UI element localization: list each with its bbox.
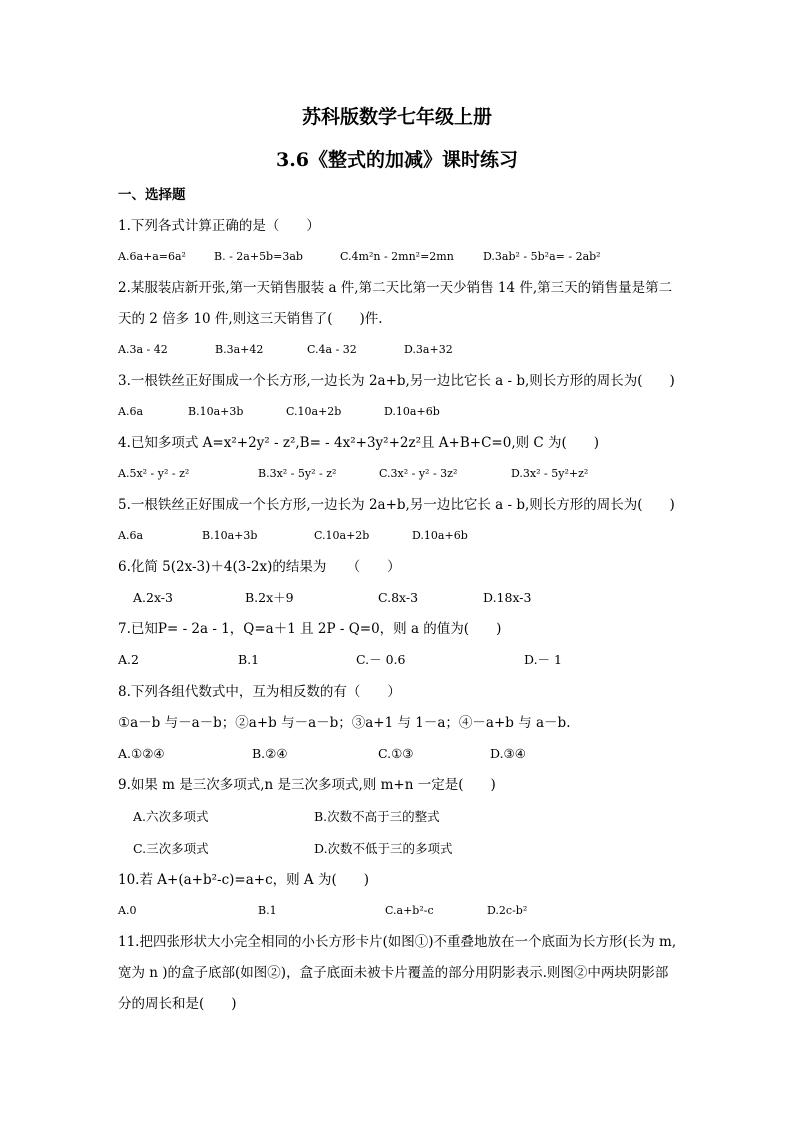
question-4-option-c: C.3x² - y² - 3z²	[379, 467, 458, 480]
question-2-option-a: A.3a - 42	[118, 343, 168, 356]
question-6-option-a: A.2x-3	[133, 590, 173, 605]
question-7-option-d: D.－ 1	[524, 652, 562, 667]
question-6-option-b: B.2x＋9	[245, 590, 294, 605]
question-2-option-c: C.4a - 32	[307, 343, 357, 356]
question-5-option-b: B.10a+3b	[202, 529, 258, 542]
question-10-option-c: C.a+b²-c	[385, 904, 434, 917]
question-2-option-b: B.3a+42	[215, 343, 264, 356]
question-6-option-d: D.18x-3	[483, 590, 532, 605]
question-6-option-c: C.8x-3	[378, 590, 419, 605]
question-7-option-a: A.2	[118, 652, 139, 667]
question-8-stem: 8.下列各组代数式中，互为相反数的有（ ）	[118, 684, 401, 700]
question-8-option-c: C.①③	[378, 746, 414, 761]
question-1-option-b: B. - 2a+5b=3ab	[214, 250, 303, 263]
question-9-options-row2	[133, 840, 733, 858]
question-1-option-c: C.4m²n - 2mn²=2mn	[340, 250, 454, 263]
question-6-options	[133, 589, 733, 607]
question-3-options	[118, 403, 718, 421]
section-heading: 一、选择题	[118, 187, 186, 203]
question-10-option-a: A.0	[118, 904, 137, 917]
question-8-stem-cont: ①a－b 与－a－b；②a+b 与－a－b；③a+1 与 1－a；④－a+b 与 a－b.	[118, 715, 571, 731]
question-5-option-a: A.6a	[118, 529, 143, 542]
question-9-option-c: C.三次多项式	[133, 841, 209, 856]
question-7-option-b: B.1	[238, 652, 260, 667]
document-subtitle: 3.6《整式的加减》课时练习	[275, 149, 519, 171]
question-5-option-c: C.10a+2b	[314, 529, 370, 542]
question-9-options-row1	[133, 808, 733, 826]
question-11-stem-cont2: 分的周长和是( )	[118, 996, 237, 1012]
question-1-option-a: A.6a+a=6a²	[118, 250, 186, 263]
question-11-stem-cont: 宽为 n )的盒子底部(如图②)，盒子底面未被卡片覆盖的部分用阴影表示.则图②中两块阴影部	[118, 965, 669, 981]
question-7-option-c: C.－ 0.6	[356, 652, 406, 667]
question-1-option-d: D.3ab² - 5b²a= - 2ab²	[483, 250, 601, 263]
question-10-stem: 10.若 A+(a+b²-c)=a+c，则 A 为( )	[118, 872, 369, 888]
question-2-option-d: D.3a+32	[404, 343, 453, 356]
question-5-options	[118, 527, 718, 545]
question-2-stem: 2.某服装店新开张,第一天销售服装 a 件,第二天比第一天少销售 14 件,第三天的销售量是第二	[118, 280, 673, 296]
question-5-stem: 5.一根铁丝正好围成一个长方形,一边长为 2a+b,另一边比它长 a - b,则长方形的周长为( )	[118, 497, 675, 513]
question-3-option-d: D.10a+6b	[384, 405, 440, 418]
question-10-option-b: B.1	[258, 904, 277, 917]
question-3-option-c: C.10a+2b	[286, 405, 342, 418]
question-10-option-d: D.2c-b²	[487, 904, 528, 917]
question-11-stem: 11.把四张形状大小完全相同的小长方形卡片(如图①)不重叠地放在一个底面为长方形(长为 m,	[118, 934, 677, 950]
question-1-options	[118, 248, 718, 266]
question-1-stem: 1.下列各式计算正确的是（ ）	[118, 218, 320, 234]
question-8-option-d: D.③④	[490, 746, 526, 761]
question-4-stem: 4.已知多项式 A=x²+2y² - z²,B= - 4x²+3y²+2z²且 A+B+C=0,则 C 为( )	[118, 435, 600, 451]
question-9-stem: 9.如果 m 是三次多项式,n 是三次多项式,则 m+n 一定是( )	[118, 777, 496, 793]
question-4-option-d: D.3x² - 5y²+z²	[511, 467, 589, 480]
question-3-option-b: B.10a+3b	[188, 405, 244, 418]
question-5-option-d: D.10a+6b	[412, 529, 468, 542]
document-title: 苏科版数学七年级上册	[301, 106, 492, 128]
question-3-stem: 3.一根铁丝正好围成一个长方形,一边长为 2a+b,另一边比它长 a - b,则长方形的周长为( )	[118, 373, 675, 389]
question-7-stem: 7.已知P= - 2a - 1，Q=a＋1 且 2P - Q=0，则 a 的值为( )	[118, 621, 502, 637]
question-3-option-a: A.6a	[118, 405, 143, 418]
question-9-option-b: B.次数不高于三的整式	[314, 809, 440, 824]
question-8-option-b: B.②④	[252, 746, 288, 761]
question-9-option-d: D.次数不低于三的多项式	[314, 841, 453, 856]
question-8-options	[118, 745, 718, 763]
question-8-option-a: A.①②④	[118, 746, 165, 761]
question-7-options	[118, 651, 718, 669]
question-6-stem: 6.化简 5(2x-3)＋4(3-2x)的结果为 （ ）	[118, 559, 401, 575]
question-2-options	[118, 341, 718, 359]
question-10-options	[118, 902, 718, 920]
question-4-option-a: A.5x² - y² - z²	[118, 467, 190, 480]
question-4-options	[118, 465, 718, 483]
question-2-stem-cont: 天的 2 倍多 10 件,则这三天销售了( )件.	[118, 311, 383, 327]
question-4-option-b: B.3x² - 5y² - z²	[258, 467, 337, 480]
question-9-option-a: A.六次多项式	[133, 809, 209, 824]
